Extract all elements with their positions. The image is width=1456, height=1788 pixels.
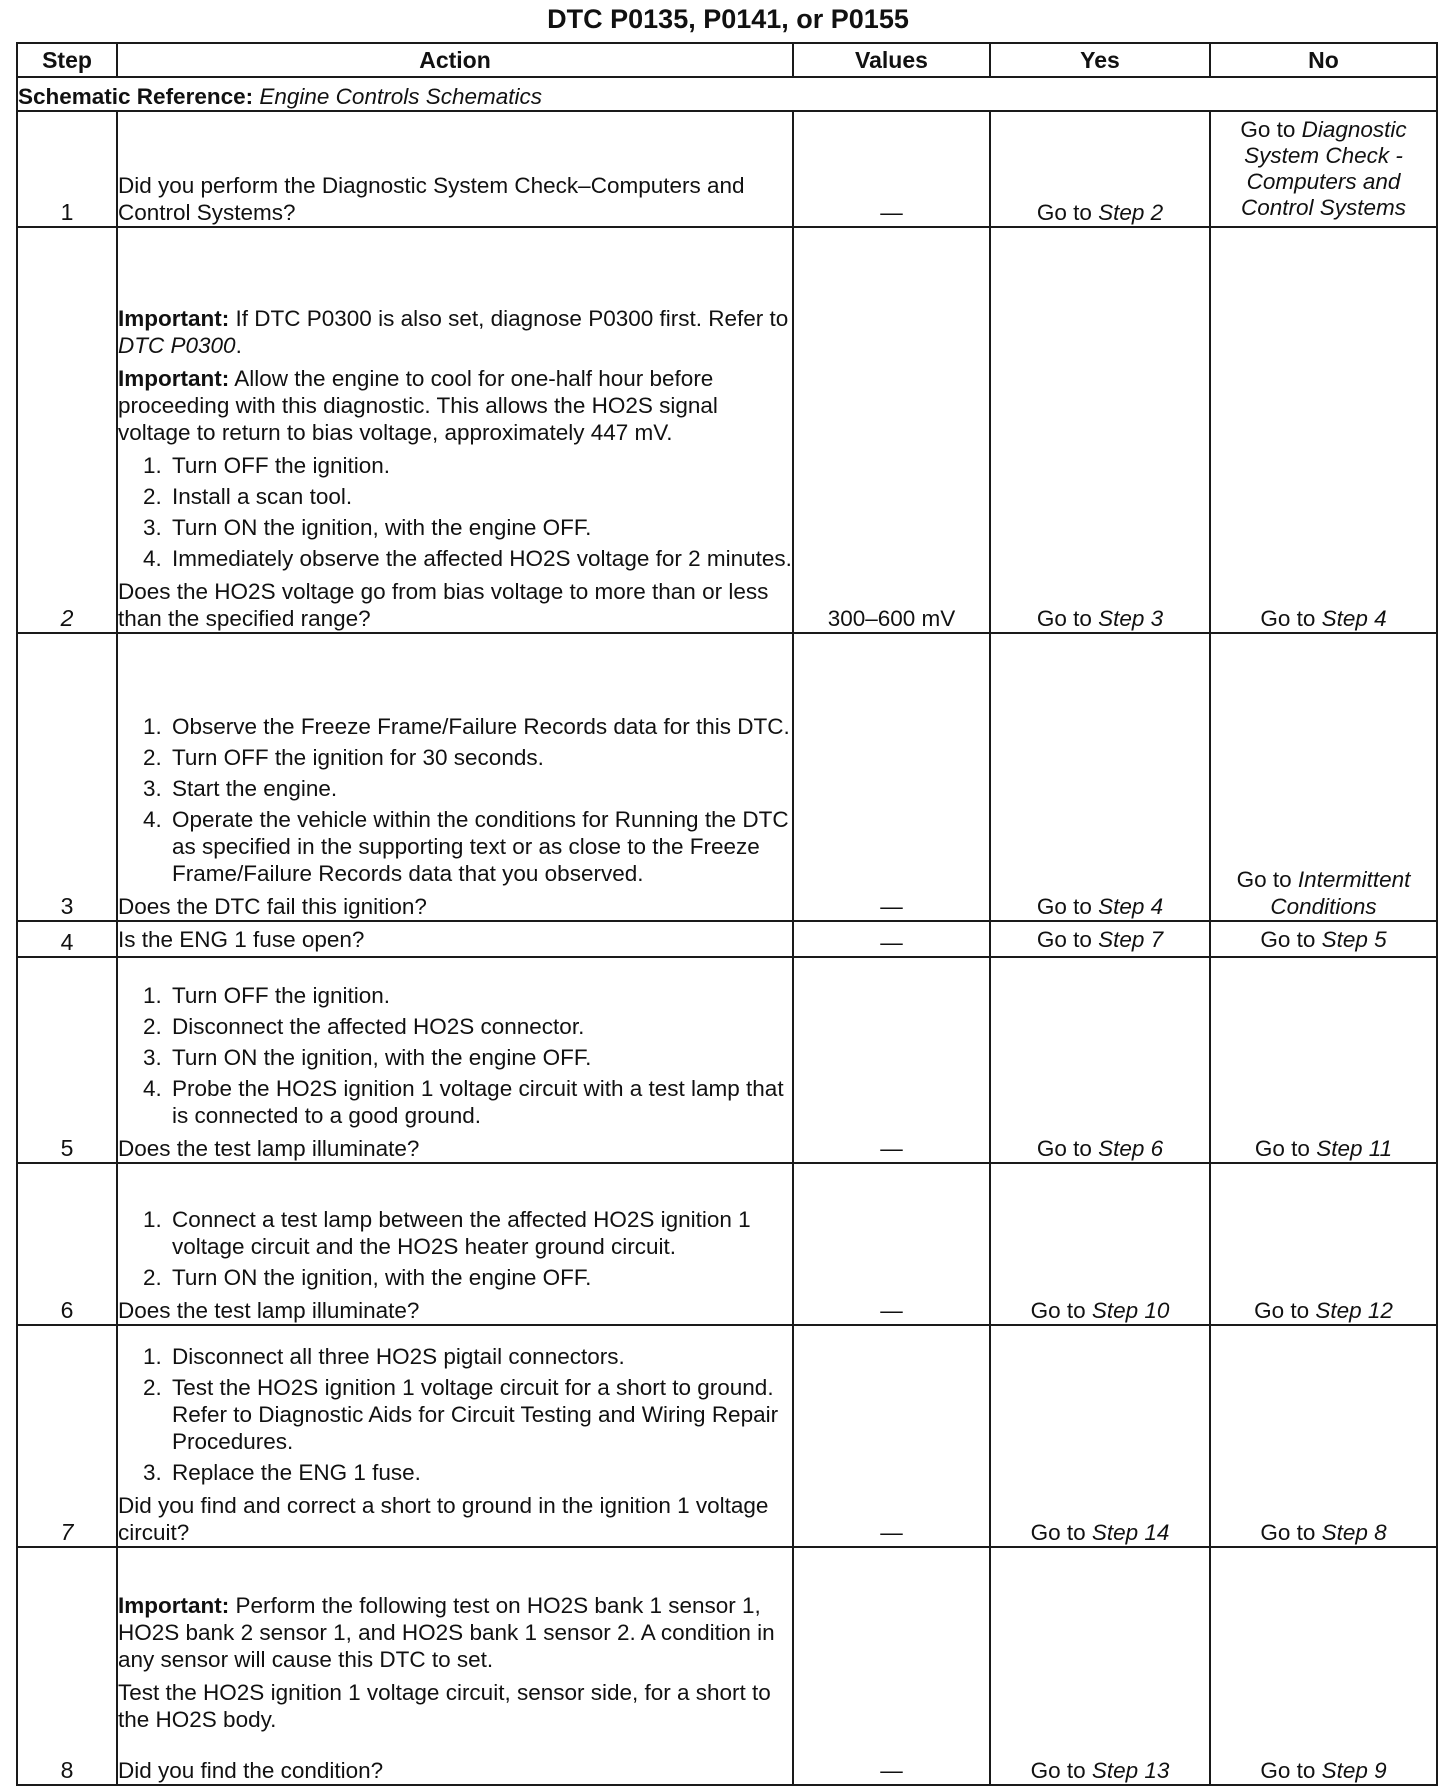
no-cell [1210, 921, 1437, 957]
important-label: Important: [118, 306, 230, 331]
no-cell [1210, 1547, 1437, 1785]
procedure-list [118, 452, 792, 572]
no-step-ref: Step 11 [1316, 1136, 1393, 1161]
action-cell [117, 1163, 793, 1325]
step-row-3 [17, 633, 1437, 921]
yes-cell [990, 957, 1210, 1163]
no-step-ref: Step 9 [1321, 1758, 1387, 1783]
action-cell [117, 1325, 793, 1547]
action-cell [117, 1547, 793, 1785]
question-text: Does the test lamp illuminate? [118, 1136, 420, 1161]
step-number: 8 [17, 1547, 117, 1785]
go-to-label: Go to [1036, 1136, 1092, 1161]
values-cell: — [793, 633, 990, 921]
action-text: Did you perform the Diagnostic System Check–Computers and Control Systems? [118, 173, 745, 225]
procedure-item: 3. Start the engine. [168, 775, 792, 802]
step-number: 3 [17, 633, 117, 921]
no-cell [1210, 1325, 1437, 1547]
procedure-item: 3. Turn ON the ignition, with the engine OFF. [168, 514, 792, 541]
step-number: 4 [17, 921, 117, 957]
no-line: Control Systems [1240, 195, 1407, 220]
procedure-item: 1. Turn OFF the ignition. [168, 452, 792, 479]
go-to-label: Go to [1030, 1298, 1086, 1323]
no-step-ref: Step 4 [1321, 606, 1387, 631]
procedure-item: 2. Test the HO2S ignition 1 voltage circuit for a short to ground. Refer to Diagnostic Aids for Circuit Testing and Wiring Repair Procedures. [168, 1374, 792, 1455]
no-cell [1210, 957, 1437, 1163]
important-note: Important: If DTC P0300 is also set, diagnose P0300 first. Refer to DTC P0300. [118, 306, 789, 358]
go-to-label: Go to [1036, 200, 1092, 225]
yes-step-ref: Step 10 [1091, 1298, 1170, 1323]
action-cell [117, 957, 793, 1163]
values-cell: — [793, 921, 990, 957]
procedure-list [118, 982, 792, 1129]
no-cell [1210, 1163, 1437, 1325]
action-cell [117, 227, 793, 633]
question-text: Does the DTC fail this ignition? [118, 894, 427, 919]
action-cell [117, 921, 793, 957]
important-text: Perform the following test on HO2S bank 1 sensor 1, HO2S bank 2 sensor 1, and HO2S bank 1 sensor 2. A condition in any sensor will cause this DTC to set. [118, 1593, 775, 1672]
step-number: 1 [17, 111, 117, 227]
question-text: Did you find and correct a short to ground in the ignition 1 voltage circuit? [118, 1493, 769, 1545]
procedure-item: 2. Disconnect the affected HO2S connector. [168, 1013, 792, 1040]
no-cell [1210, 633, 1437, 921]
header-step: Step [17, 43, 117, 77]
step-row-2 [17, 227, 1437, 633]
header-action: Action [117, 43, 793, 77]
diagnostic-table [16, 42, 1438, 1786]
yes-step-ref: Step 4 [1098, 894, 1164, 919]
go-to-label: Go to [1254, 1298, 1310, 1323]
reference-link-text: DTC P0300 [118, 333, 236, 358]
important-note [118, 365, 792, 446]
yes-cell [990, 1547, 1210, 1785]
yes-cell [990, 1163, 1210, 1325]
procedure-item: 1. Observe the Freeze Frame/Failure Records data for this DTC. [168, 713, 792, 740]
procedure-item: 2. Turn ON the ignition, with the engine OFF. [168, 1264, 792, 1291]
question-text: Is the ENG 1 fuse open? [118, 926, 365, 952]
action-cell [117, 633, 793, 921]
no-ref-part: Diagnostic [1301, 117, 1407, 142]
important-note [118, 1592, 792, 1673]
question-text: Did you find the condition? [118, 1758, 384, 1783]
step-number: 7 [17, 1325, 117, 1547]
procedure-item: 3. Replace the ENG 1 fuse. [168, 1459, 792, 1486]
header-values: Values [793, 43, 990, 77]
question-text: Does the test lamp illuminate? [118, 1298, 420, 1323]
go-to-label: Go to [1030, 1520, 1086, 1545]
question-text: Does the HO2S voltage go from bias voltage to more than or less than the specified range? [118, 579, 769, 631]
step-row-1 [17, 111, 1437, 227]
values-cell: — [793, 1325, 990, 1547]
document-title: DTC P0135, P0141, or P0155 [547, 4, 909, 34]
no-line: System Check - [1244, 143, 1403, 168]
step-number: 2 [17, 227, 117, 633]
step-row-6 [17, 1163, 1437, 1325]
no-cell [1210, 227, 1437, 633]
step-row-8 [17, 1547, 1437, 1785]
values-cell: — [793, 111, 990, 227]
go-to-label: Go to [1260, 1520, 1316, 1545]
header-row [17, 43, 1437, 77]
go-to-label: Go to [1036, 606, 1092, 631]
important-text: If DTC P0300 is also set, diagnose P0300 first. Refer to [235, 306, 789, 331]
schematic-reference [17, 77, 1437, 111]
yes-cell [990, 921, 1210, 957]
procedure-list [118, 1206, 792, 1291]
schematic-value: Engine Controls Schematics [259, 84, 543, 109]
yes-step-ref: Step 3 [1098, 606, 1164, 631]
schematic-row [17, 77, 1437, 111]
values-cell: — [793, 957, 990, 1163]
yes-step-ref: Step 2 [1098, 200, 1164, 225]
go-to-label: Go to [1254, 1136, 1310, 1161]
values-cell: — [793, 1163, 990, 1325]
no-step-ref: Intermittent Conditions [1270, 867, 1411, 919]
procedure-item: 1. Turn OFF the ignition. [168, 982, 792, 1009]
go-to-label: Go to [1260, 926, 1316, 952]
go-to-label: Go to [1236, 867, 1292, 892]
go-to-label: Go to [1036, 926, 1092, 952]
procedure-item: 2. Turn OFF the ignition for 30 seconds. [168, 744, 792, 771]
procedure-item: 2. Install a scan tool. [168, 483, 792, 510]
header-yes: Yes [990, 43, 1210, 77]
no-line: Computers and [1246, 169, 1401, 194]
step-number: 5 [17, 957, 117, 1163]
step-row-5 [17, 957, 1437, 1163]
yes-cell [990, 633, 1210, 921]
go-to-label: Go to [1260, 1758, 1316, 1783]
important-label: Important: [118, 366, 230, 391]
step-row-7 [17, 1325, 1437, 1547]
values-cell: 300–600 mV [793, 227, 990, 633]
yes-step-ref: Step 6 [1098, 1136, 1164, 1161]
go-to-label: Go to [1030, 1758, 1086, 1783]
no-step-ref: Step 5 [1321, 926, 1387, 952]
step-row-4 [17, 921, 1437, 957]
step-number: 6 [17, 1163, 117, 1325]
yes-cell [990, 111, 1210, 227]
procedure-item: 4. Probe the HO2S ignition 1 voltage circuit with a test lamp that is connected to a good ground. [168, 1075, 792, 1129]
no-line [1211, 117, 1436, 143]
no-cell [1210, 111, 1437, 227]
yes-step-ref: Step 13 [1091, 1758, 1170, 1783]
header-no: No [1210, 43, 1437, 77]
procedure-item: 4. Operate the vehicle within the conditions for Running the DTC as specified in the supporting text or as close to the Freeze Frame/Failure Records data that you observed. [168, 806, 792, 887]
go-to-label: Go to [1260, 606, 1316, 631]
important-label: Important: [118, 1593, 230, 1618]
values-cell: — [793, 1547, 990, 1785]
procedure-list [118, 1343, 792, 1486]
yes-step-ref: Step 14 [1091, 1520, 1170, 1545]
action-cell [117, 111, 793, 227]
schematic-label: Schematic Reference: [18, 84, 254, 109]
no-step-ref: Step 12 [1315, 1298, 1393, 1323]
action-text: Test the HO2S ignition 1 voltage circuit, sensor side, for a short to the HO2S body. [118, 1680, 771, 1732]
procedure-item: 4. Immediately observe the affected HO2S voltage for 2 minutes. [168, 545, 792, 572]
yes-cell [990, 227, 1210, 633]
go-to-label: Go to [1036, 894, 1092, 919]
procedure-list [118, 713, 792, 887]
procedure-item: 1. Disconnect all three HO2S pigtail connectors. [168, 1343, 792, 1370]
yes-cell [990, 1325, 1210, 1547]
procedure-item: 3. Turn ON the ignition, with the engine OFF. [168, 1044, 792, 1071]
go-to-label: Go to [1240, 117, 1296, 142]
no-step-ref: Step 8 [1321, 1520, 1387, 1545]
procedure-item: 1. Connect a test lamp between the affected HO2S ignition 1 voltage circuit and the HO2S heater ground circuit. [168, 1206, 792, 1260]
important-text: Allow the engine to cool for one-half hour before proceeding with this diagnostic. This allows the HO2S signal voltage to return to bias voltage, approximately 447 mV. [118, 366, 718, 445]
yes-step-ref: Step 7 [1098, 926, 1164, 952]
